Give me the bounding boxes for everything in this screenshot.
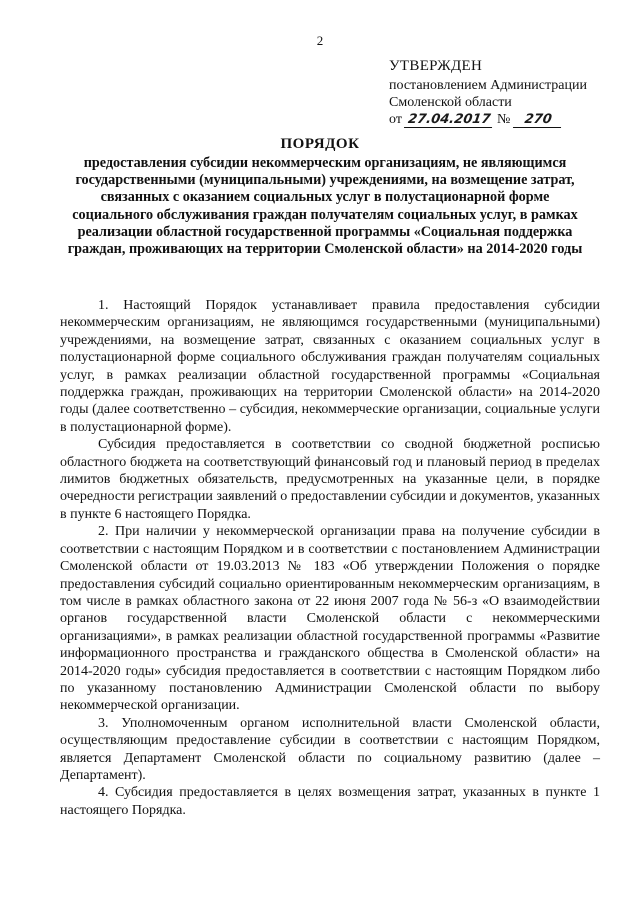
paragraph: 1. Настоящий Порядок устанавливает правила предоставления субсидии некоммерческим организациям, не являющимся государственными (муниципальными) учреждениями, на возмещение затрат, связанных с оказанием социальных услуг в полустационарной форме социального обслуживания граждан получателям социальных услуг, в рамках реализации областной государственной программы «Социальная поддержка граждан, проживающих на территории Смоленской области» на 2014-2020 годы (далее соответственно – субсидия, некоммерческие организации, социальные услуги в полустационарной форме). — [60, 298, 600, 435]
approval-block — [389, 58, 629, 128]
document-title: ПОРЯДОК — [280, 136, 360, 152]
number-sign: № — [496, 112, 511, 127]
page-number: 2 — [316, 33, 324, 48]
approval-date-line — [389, 111, 629, 128]
approval-line-1: постановлением Администрации — [389, 78, 587, 93]
paragraph: 2. При наличии у некоммерческой организации права на получение субсидии в соответствии с настоящим Порядком и в соответствии с постановлением Администрации Смоленской области от 19.03.2013 № 183 «Об утверждении Положения о порядке предоставления субсидий социально ориентированным некоммерческим организациям, в том числе в рамках областного закона от 22 июня 2007 года № 56-з «О взаимодействии органов государственной власти Смоленской области с некоммерческими организациями», в рамках реализации областной государственной программы «Развитие информационного пространства и гражданского общества в Смоленской области» на 2014-2020 годы» субсидия предоставляется в соответствии с настоящим Порядком либо по указанному постановлению Администрации Смоленской области по выбору некоммерческой организации. — [60, 524, 600, 714]
paragraph: 3. Уполномоченным органом исполнительной власти Смоленской области, осуществляющим предоставление субсидии в соответствии с настоящим Порядком, является Департамент Смоленской области по социальному развитию (далее – Департамент). — [60, 715, 600, 783]
handwritten-date: 27.04.2017 — [404, 113, 494, 128]
date-prefix: от — [389, 112, 402, 127]
document-body — [60, 297, 600, 819]
paragraph: 4. Субсидия предоставляется в целях возмещения затрат, указанных в пункте 1 настоящего Порядка. — [60, 785, 600, 818]
paragraph: Субсидия предоставляется в соответствии со сводной бюджетной росписью областного бюджета на соответствующий финансовый год и плановый период в пределах лимитов бюджетных обязательств, предусмотренных на указанные цели, в порядке очередности регистрации заявлений о предоставлении субсидии и документов, указанных в пункте 6 настоящего Порядка. — [60, 437, 600, 522]
document-subtitle: предоставления субсидии некоммерческим организациям, не являющимся государственными (муниципальными) учреждениями, на возмещение затрат, связанных с оказанием социальных услуг в полустационарной форме социального обслуживания граждан получателям социальных услуг, в рамках реализации областной государственной программы «Социальная поддержка граждан, проживающих на территории Смоленской области» на 2014-2020 годы — [67, 155, 583, 258]
handwritten-number: 270 — [513, 113, 563, 128]
approval-stamp: УТВЕРЖДЕН — [389, 58, 483, 74]
approval-line-2: Смоленской области — [389, 95, 512, 110]
